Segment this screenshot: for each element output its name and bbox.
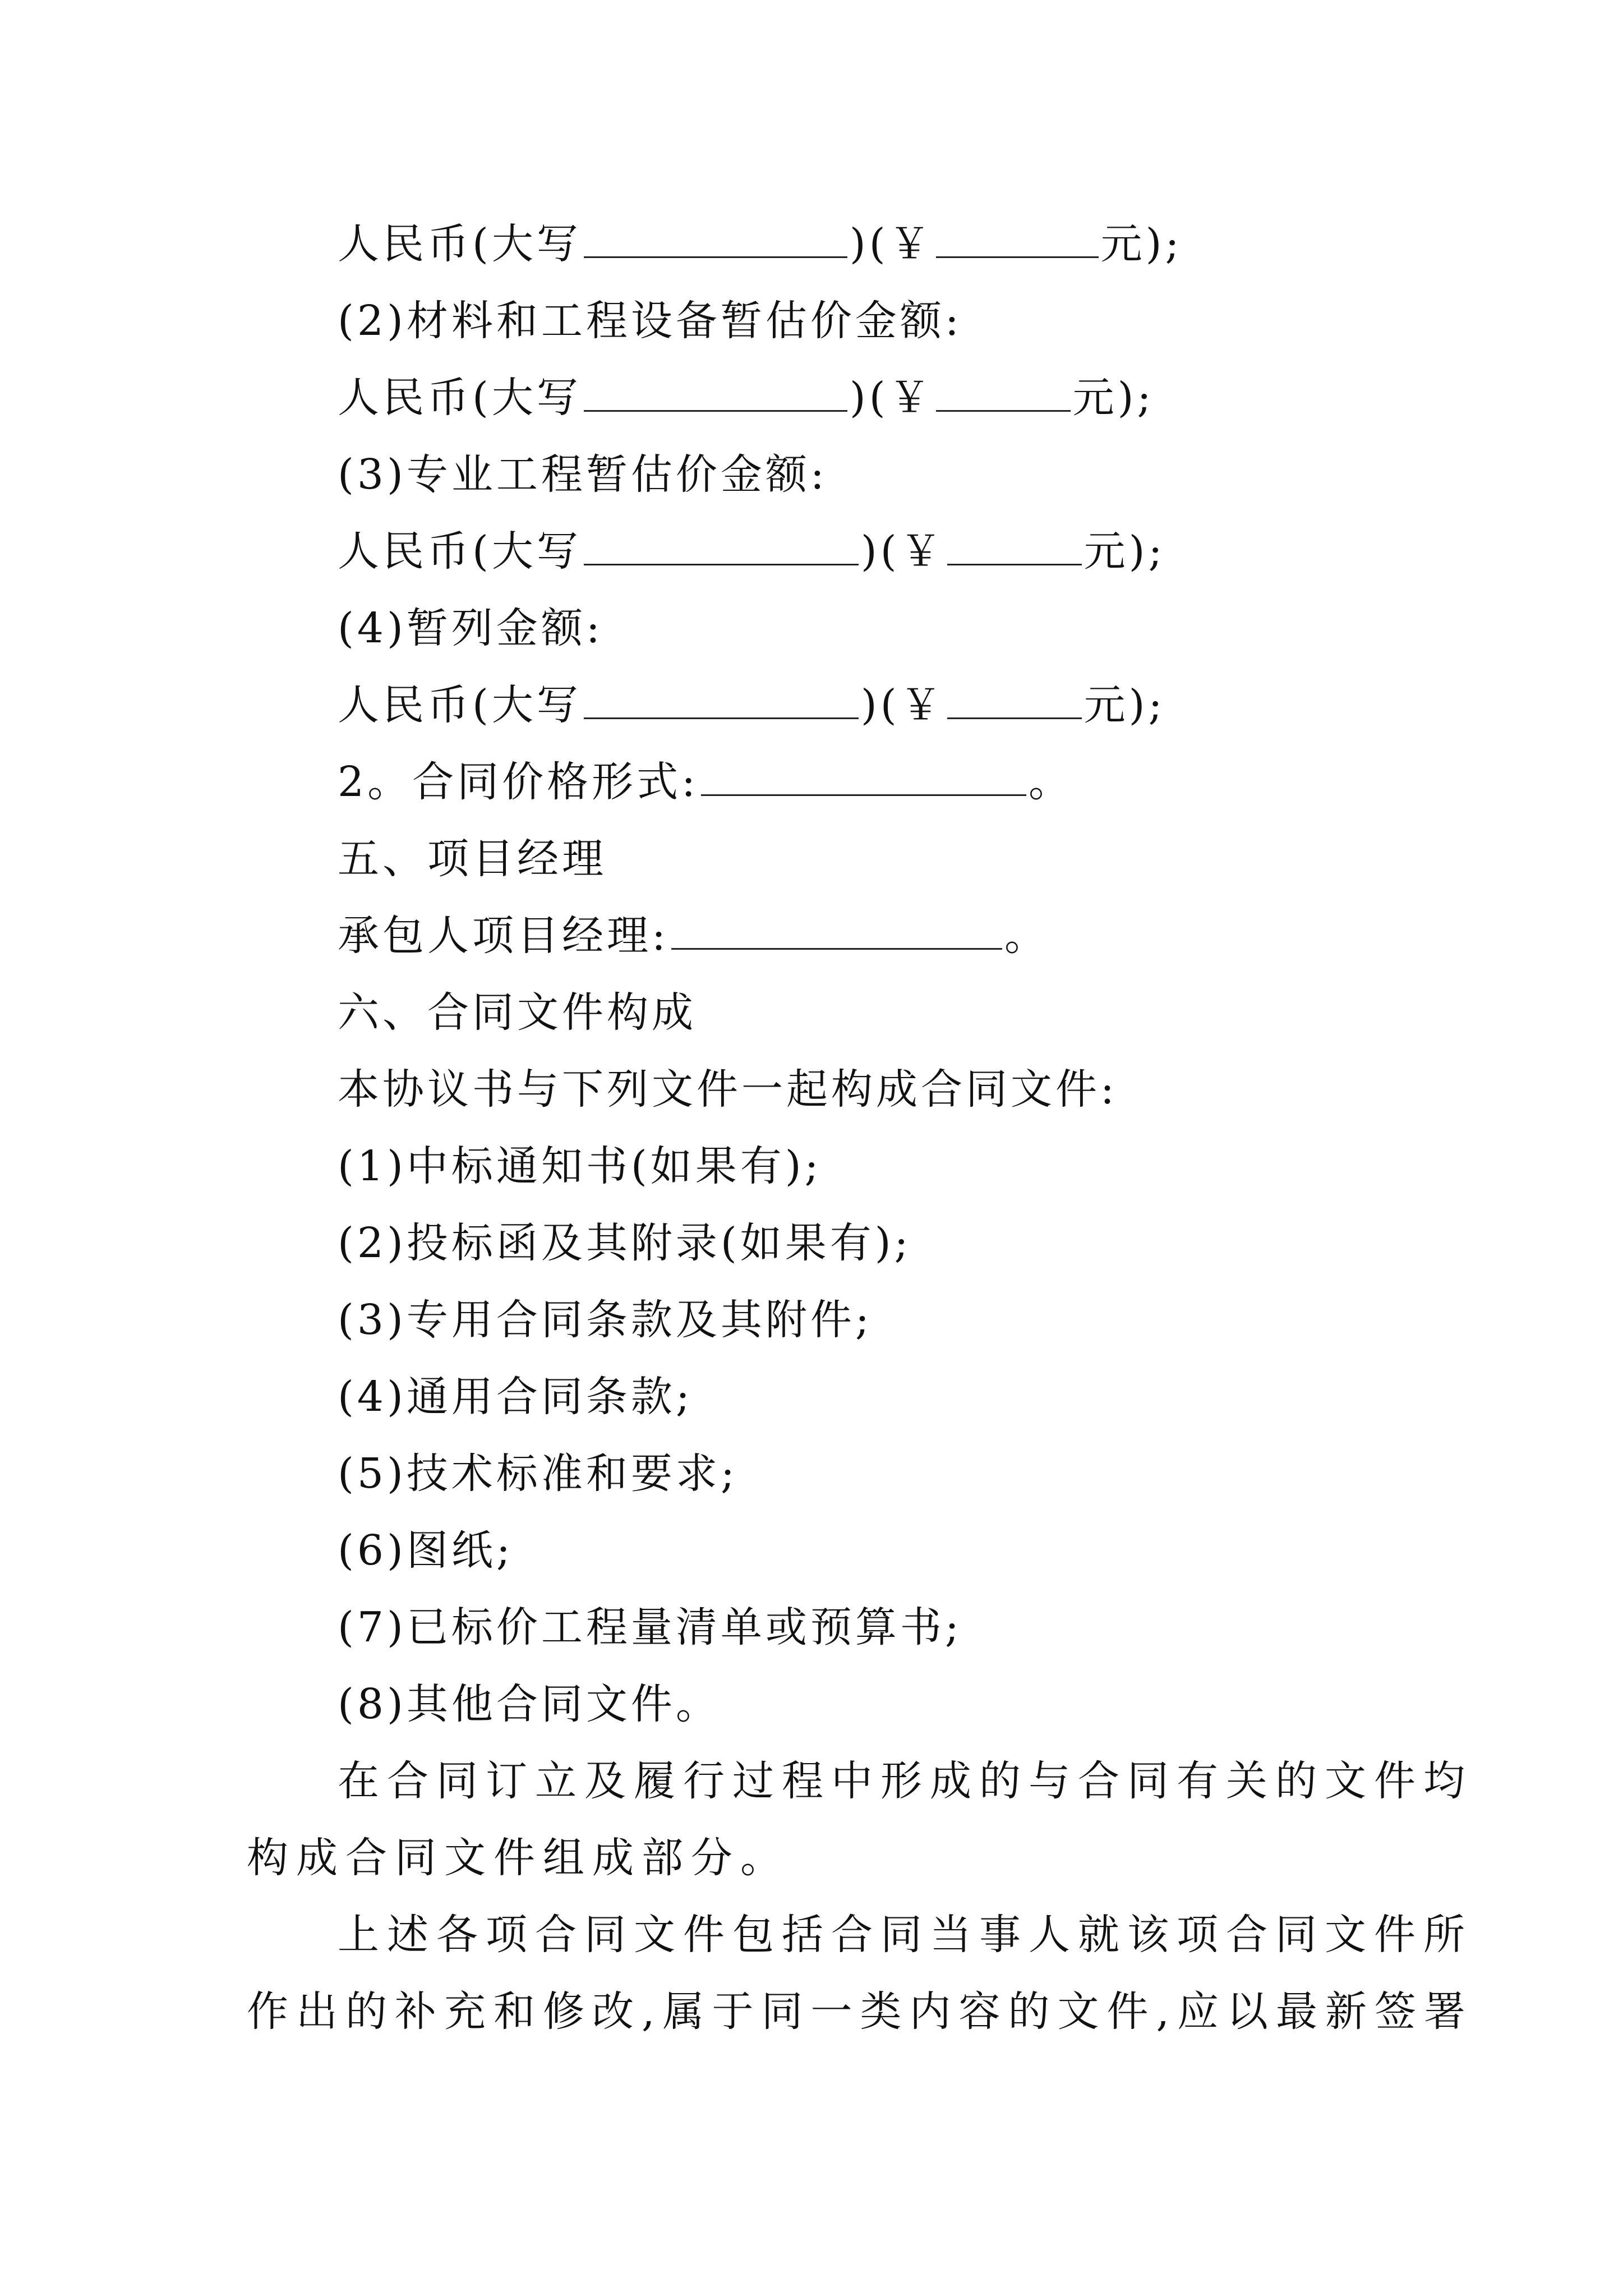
price-form-label: 2。合同价格形式: — [338, 758, 699, 806]
doc-list-item: (3)专用合同条款及其附件; — [338, 1296, 873, 1344]
project-manager-label: 承包人项目经理: — [338, 912, 669, 960]
yen-label: )(￥ — [860, 527, 945, 576]
amount-in-words-blank[interactable] — [584, 373, 847, 412]
doc-list-item: (1)中标通知书(如果有); — [338, 1142, 822, 1190]
paragraph-2-line-2: 作出的补充和修改,属于同一类内容的文件,应以最新签署 — [247, 1987, 1474, 2036]
project-manager-blank[interactable] — [671, 911, 1002, 950]
rmb-amount-line-1 — [338, 216, 1182, 272]
paragraph-1-line-2: 构成合同文件组成部分。 — [247, 1834, 790, 1882]
doc-list-item: (5)技术标准和要求; — [338, 1450, 738, 1498]
amount-in-words-blank[interactable] — [584, 527, 859, 565]
item-specialty-estimate: (3)专业工程暂估价金额: — [338, 450, 828, 499]
project-manager-period: 。 — [1004, 912, 1049, 960]
project-manager-line — [338, 908, 1049, 964]
section-project-manager-heading: 五、项目经理 — [338, 835, 607, 883]
yuan-label: 元); — [1072, 374, 1155, 422]
rmb-label: 人民币(大写 — [338, 681, 582, 729]
yen-label: )(￥ — [849, 220, 934, 268]
amount-in-figures-blank[interactable] — [947, 680, 1082, 719]
amount-in-figures-blank[interactable] — [936, 219, 1099, 258]
yen-label: )(￥ — [849, 374, 934, 422]
contract-price-form-line — [338, 754, 1073, 810]
doc-list-item: (4)通用合同条款; — [338, 1373, 693, 1421]
yuan-label: 元); — [1083, 681, 1166, 729]
price-form-period: 。 — [1029, 758, 1074, 806]
price-form-blank[interactable] — [701, 757, 1026, 796]
yuan-label: 元); — [1083, 527, 1166, 576]
paragraph-2-line-1: 上述各项合同文件包括合同当事人就该项合同文件所 — [338, 1911, 1473, 1959]
yuan-label: 元); — [1100, 220, 1183, 268]
amount-in-figures-blank[interactable] — [936, 373, 1071, 412]
rmb-label: 人民币(大写 — [338, 527, 582, 576]
doc-list-item: (7)已标价工程量清单或预算书; — [338, 1603, 962, 1651]
amount-in-words-blank[interactable] — [584, 219, 847, 258]
item-provisional-sum: (4)暂列金额: — [338, 604, 603, 652]
item-materials-estimate: (2)材料和工程设备暂估价金额: — [338, 297, 962, 345]
amount-in-figures-blank[interactable] — [947, 527, 1082, 565]
doc-list-item: (6)图纸; — [338, 1526, 514, 1575]
doc-list-item: (8)其他合同文件。 — [338, 1680, 721, 1728]
rmb-amount-line-3 — [338, 523, 1165, 579]
section-contract-documents-heading: 六、合同文件构成 — [338, 988, 697, 1037]
rmb-label: 人民币(大写 — [338, 374, 582, 422]
rmb-label: 人民币(大写 — [338, 220, 582, 268]
rmb-amount-line-4 — [338, 677, 1165, 733]
amount-in-words-blank[interactable] — [584, 680, 859, 719]
doc-list-item: (2)投标函及其附录(如果有); — [338, 1219, 912, 1267]
contract-documents-intro: 本协议书与下列文件一起构成合同文件: — [338, 1065, 1118, 1114]
rmb-amount-line-2 — [338, 370, 1154, 426]
yen-label: )(￥ — [860, 681, 945, 729]
paragraph-1-line-1: 在合同订立及履行过程中形成的与合同有关的文件均 — [338, 1757, 1473, 1805]
